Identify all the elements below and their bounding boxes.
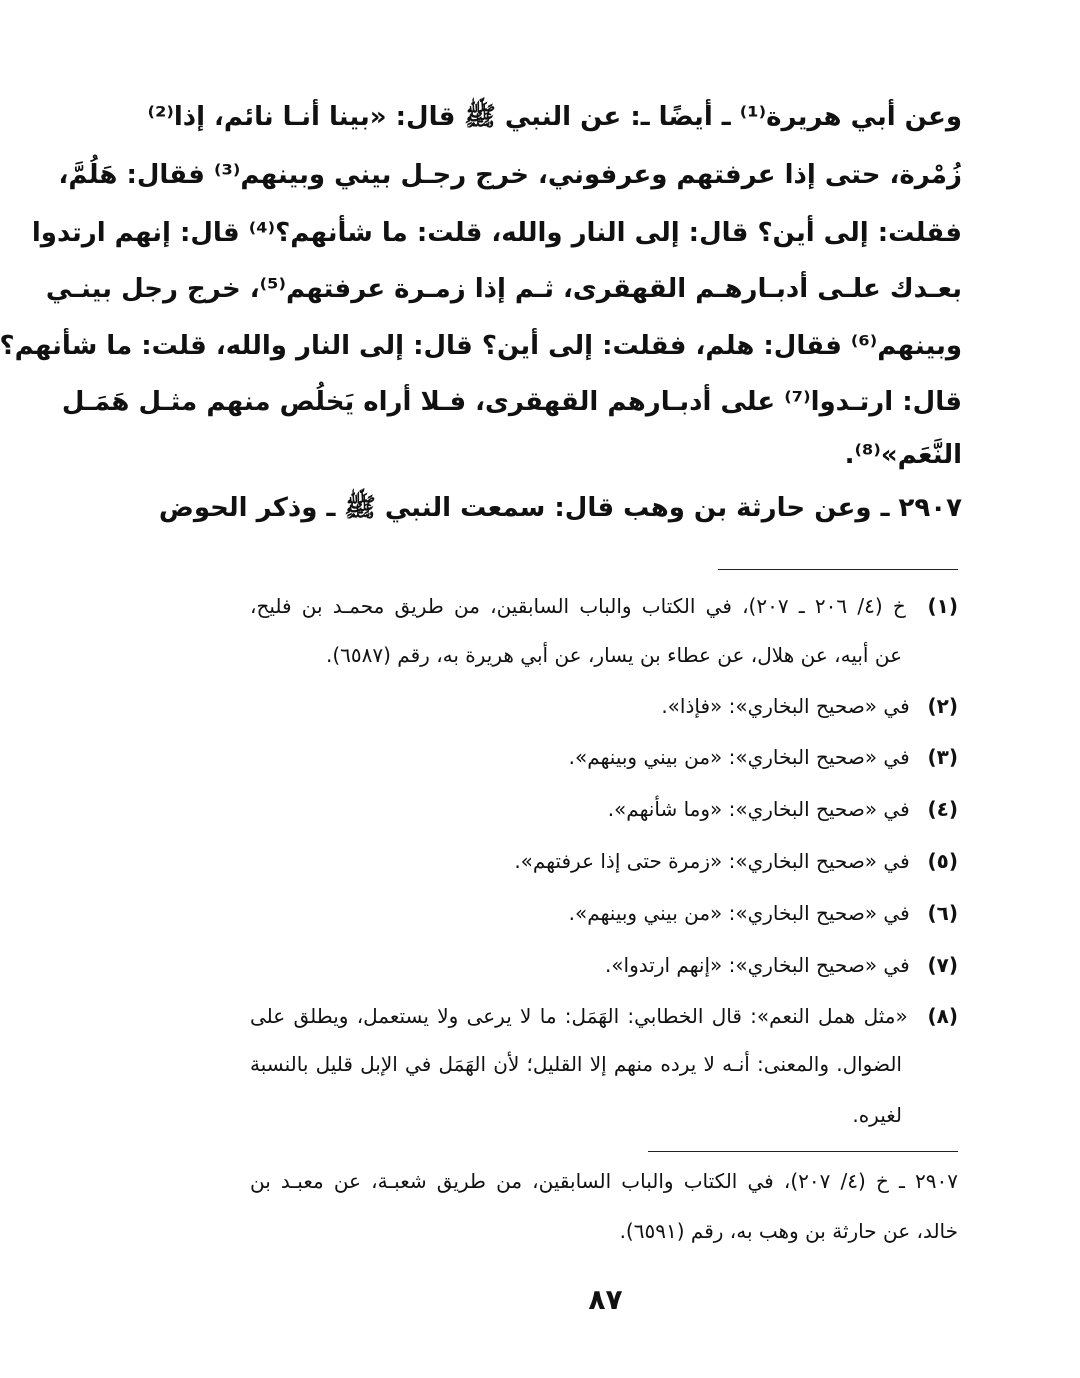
source-note-line-2: خالد، عن حارثة بن وهب به، رقم (٦٥٩١). (619, 1219, 958, 1243)
footnote-7 (250, 950, 958, 980)
footnote-1 (250, 591, 958, 621)
main-text-line-6: قال: ارتـدوا⁽⁷⁾ على أدبـارهم القهقرى، فـلا أراه يَخلُص منهم مثـل هَمَـل (61, 387, 962, 417)
footnote-2 (250, 691, 958, 721)
main-text-line-7: النَّعَم»⁽⁸⁾. (844, 440, 962, 470)
footnote-text: «مثل همل النعم»: قال الخطابي: الهَمَل: ما لا يرعى ولا يستعمل، ويطلق على (250, 1004, 908, 1028)
hadith-2907-opening (158, 488, 962, 528)
hadith-opening-text: ـ وعن حارثة بن وهب قال: سمعت النبي ﷺ ـ وذكر الحوض (158, 493, 890, 523)
footnote-text: في «صحيح البخاري»: «وما شأنهم». (607, 797, 910, 821)
source-note-line-1: ٢٩٠٧ ـ خ (٤/ ٢٠٧)، في الكتاب والباب السابقين، من طريق شعبـة، عن معبـد بن (250, 1169, 958, 1193)
footnote-text: في «صحيح البخاري»: «إنهم ارتدوا». (604, 953, 910, 977)
footnote-number: (٤) (927, 797, 958, 821)
footnote-6 (250, 898, 958, 928)
source-note-separator (648, 1151, 958, 1152)
footnote-4 (250, 794, 958, 824)
footnote-8-line-2: الضوال. والمعنى: أنـه لا يرده منهم إلا القليل؛ لأن الهَمَل في الإبل قليل بالنسبة (250, 1052, 902, 1076)
footnote-number: (٢) (927, 694, 958, 718)
footnote-5 (250, 846, 958, 876)
main-text-line-2: زُمْرة، حتى إذا عرفتهم وعرفوني، خرج رجـل بيني وبينهم⁽³⁾ فقال: هَلُمَّ، (58, 160, 962, 190)
footnote-text: في «صحيح البخاري»: «من بيني وبينهم». (568, 901, 910, 925)
footnote-number: (٧) (927, 953, 958, 977)
main-text-line-4: بعـدك علـى أدبـارهـم القهقرى، ثـم إذا زمـرة عرفتهم⁽⁵⁾، خرج رجل بينـي (45, 274, 962, 304)
footnote-1-line-2: عن أبيه، عن هلال، عن عطاء بن يسار، عن أبي هريرة به، رقم (٦٥٨٧). (326, 643, 902, 667)
footnote-3 (250, 742, 958, 772)
footnote-number: (٦) (927, 901, 958, 925)
footnote-8-line-3: لغيره. (852, 1103, 902, 1127)
footnote-8 (250, 1001, 958, 1031)
footnote-separator (718, 569, 958, 570)
footnote-text: خ (٤/ ٢٠٦ ـ ٢٠٧)، في الكتاب والباب السابقين، من طريق محمـد بن فليح، (250, 594, 906, 618)
footnote-number: (٣) (927, 745, 958, 769)
main-text-line-1: وعن أبي هريرة⁽¹⁾ ـ أيضًا ـ: عن النبي ﷺ قال: «بينا أنـا نائم، إذا⁽²⁾ (147, 102, 962, 132)
footnote-text: في «صحيح البخاري»: «زمرة حتى إذا عرفتهم». (514, 849, 910, 873)
footnote-text: في «صحيح البخاري»: «فإذا». (661, 694, 910, 718)
footnote-text: في «صحيح البخاري»: «من بيني وبينهم». (568, 745, 910, 769)
main-text-line-3: فقلت: إلى أين؟ قال: إلى النار والله، قلت: ما شأنهم؟⁽⁴⁾ قال: إنهم ارتدوا (31, 218, 962, 248)
footnote-number: (١) (927, 594, 958, 618)
page-number: ٨٧ (588, 1283, 623, 1316)
footnote-number: (٨) (927, 1004, 958, 1028)
footnote-number: (٥) (927, 849, 958, 873)
hadith-number: ٢٩٠٧ (898, 493, 962, 523)
main-text-line-5: وبينهم⁽⁶⁾ فقال: هلم، فقلت: إلى أين؟ قال: إلى النار والله، قلت: ما شأنهم؟ (0, 331, 962, 361)
